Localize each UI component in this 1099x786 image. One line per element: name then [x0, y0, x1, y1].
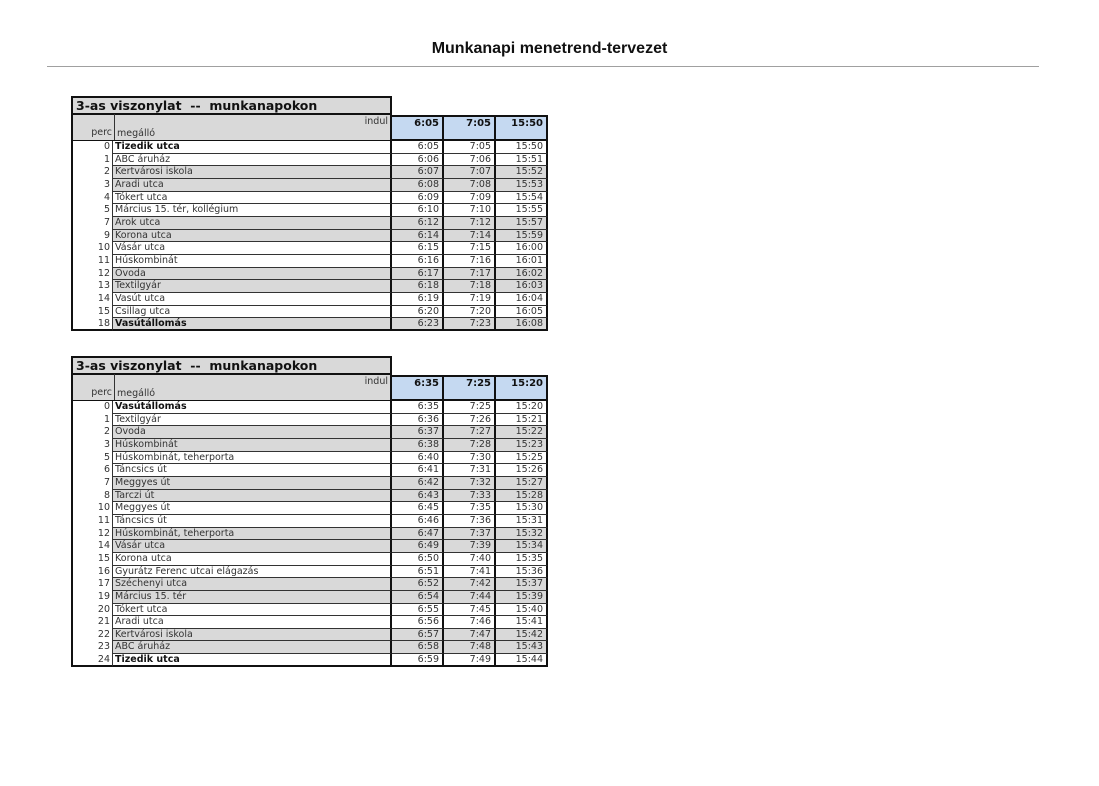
- timetable-header: [71, 115, 548, 141]
- departure-header: 7:25: [444, 375, 496, 401]
- time-cell: 6:43: [392, 490, 444, 503]
- time-cell: 15:43: [496, 641, 548, 654]
- perc-cell: 15: [71, 553, 113, 566]
- time-cell: 6:10: [392, 204, 444, 217]
- time-cell: 7:45: [444, 604, 496, 617]
- stop-name-cell: Széchenyi utca: [113, 578, 392, 591]
- stop-name-cell: Vasút utca: [113, 293, 392, 306]
- perc-cell: 10: [71, 242, 113, 255]
- time-cell: 7:31: [444, 464, 496, 477]
- stop-name-cell: Textilgyár: [113, 414, 392, 427]
- stop-header: megálló: [117, 128, 156, 139]
- time-cell: 6:40: [392, 452, 444, 465]
- stop-name-cell: Aradi utca: [113, 616, 392, 629]
- perc-cell: 1: [71, 414, 113, 427]
- table-row: [71, 566, 548, 579]
- stop-name-cell: Kertvárosi iskola: [113, 166, 392, 179]
- indul-header: indul: [364, 116, 388, 127]
- time-cell: 6:20: [392, 306, 444, 319]
- time-cell: 7:36: [444, 515, 496, 528]
- perc-cell: 7: [71, 477, 113, 490]
- stop-name-cell: Vasútállomás: [113, 401, 392, 414]
- table-row: [71, 490, 548, 503]
- table-row: [71, 502, 548, 515]
- table-row: [71, 616, 548, 629]
- time-cell: 15:54: [496, 192, 548, 205]
- time-cell: 7:18: [444, 280, 496, 293]
- perc-cell: 4: [71, 192, 113, 205]
- time-cell: 7:49: [444, 654, 496, 667]
- time-cell: 16:08: [496, 318, 548, 331]
- time-cell: 6:45: [392, 502, 444, 515]
- time-cell: 6:50: [392, 553, 444, 566]
- time-cell: 7:47: [444, 629, 496, 642]
- stop-name-cell: ABC áruház: [113, 641, 392, 654]
- time-cell: 6:46: [392, 515, 444, 528]
- perc-cell: 3: [71, 179, 113, 192]
- time-cell: 7:08: [444, 179, 496, 192]
- departure-header: 15:50: [496, 115, 548, 141]
- stop-name-cell: Korona utca: [113, 553, 392, 566]
- table-row: [71, 604, 548, 617]
- time-cell: 7:10: [444, 204, 496, 217]
- time-cell: 6:55: [392, 604, 444, 617]
- time-cell: 6:47: [392, 528, 444, 541]
- perc-cell: 11: [71, 255, 113, 268]
- time-cell: 15:25: [496, 452, 548, 465]
- time-cell: 15:53: [496, 179, 548, 192]
- perc-cell: 22: [71, 629, 113, 642]
- stop-name-cell: Tarczi út: [113, 490, 392, 503]
- time-cell: 7:14: [444, 230, 496, 243]
- perc-cell: 16: [71, 566, 113, 579]
- time-cell: 15:59: [496, 230, 548, 243]
- time-cell: 7:16: [444, 255, 496, 268]
- timetable-header: [71, 375, 548, 401]
- perc-cell: 24: [71, 654, 113, 667]
- stop-name-cell: Tókert utca: [113, 192, 392, 205]
- time-cell: 6:41: [392, 464, 444, 477]
- time-cell: 7:12: [444, 217, 496, 230]
- stop-name-cell: Óvoda: [113, 268, 392, 281]
- perc-cell: 1: [71, 154, 113, 167]
- table-row: [71, 528, 548, 541]
- time-cell: 6:17: [392, 268, 444, 281]
- stop-name-cell: Csillag utca: [113, 306, 392, 319]
- table-row: [71, 154, 548, 167]
- time-cell: 7:33: [444, 490, 496, 503]
- time-cell: 6:49: [392, 540, 444, 553]
- table-row: [71, 255, 548, 268]
- time-cell: 15:36: [496, 566, 548, 579]
- time-cell: 7:25: [444, 401, 496, 414]
- time-cell: 15:23: [496, 439, 548, 452]
- time-cell: 6:07: [392, 166, 444, 179]
- perc-cell: 12: [71, 268, 113, 281]
- table-row: [71, 515, 548, 528]
- table-row: [71, 230, 548, 243]
- perc-cell: 9: [71, 230, 113, 243]
- time-cell: 7:23: [444, 318, 496, 331]
- table-row: [71, 591, 548, 604]
- perc-cell: 19: [71, 591, 113, 604]
- time-cell: 6:08: [392, 179, 444, 192]
- table-row: [71, 179, 548, 192]
- stop-name-cell: Táncsics út: [113, 515, 392, 528]
- stop-name-cell: Aradi utca: [113, 179, 392, 192]
- table-row: [71, 629, 548, 642]
- table-row: [71, 192, 548, 205]
- time-cell: 6:57: [392, 629, 444, 642]
- time-cell: 7:19: [444, 293, 496, 306]
- time-cell: 6:42: [392, 477, 444, 490]
- time-cell: 7:06: [444, 154, 496, 167]
- time-cell: 7:15: [444, 242, 496, 255]
- time-cell: 6:06: [392, 154, 444, 167]
- table-row: [71, 540, 548, 553]
- time-cell: 6:52: [392, 578, 444, 591]
- time-cell: 15:30: [496, 502, 548, 515]
- time-cell: 7:48: [444, 641, 496, 654]
- time-cell: 16:04: [496, 293, 548, 306]
- time-cell: 6:37: [392, 426, 444, 439]
- perc-cell: 5: [71, 204, 113, 217]
- table-row: [71, 242, 548, 255]
- timetable-outbound: [71, 96, 548, 333]
- time-cell: 15:50: [496, 141, 548, 154]
- stop-name-cell: Tizedik utca: [113, 141, 392, 154]
- time-cell: 7:09: [444, 192, 496, 205]
- stop-name-cell: Korona utca: [113, 230, 392, 243]
- departure-header: 7:05: [444, 115, 496, 141]
- perc-header: perc: [73, 374, 115, 400]
- time-cell: 7:27: [444, 426, 496, 439]
- time-cell: 15:31: [496, 515, 548, 528]
- stop-name-cell: Vasútállomás: [113, 318, 392, 331]
- perc-cell: 15: [71, 306, 113, 319]
- stop-header: megálló: [117, 388, 156, 399]
- perc-cell: 5: [71, 452, 113, 465]
- time-cell: 16:05: [496, 306, 548, 319]
- time-cell: 15:37: [496, 578, 548, 591]
- time-cell: 6:36: [392, 414, 444, 427]
- time-cell: 6:59: [392, 654, 444, 667]
- time-cell: 7:35: [444, 502, 496, 515]
- table-row: [71, 641, 548, 654]
- table-row: [71, 477, 548, 490]
- table-row: [71, 553, 548, 566]
- departure-header: 6:35: [392, 375, 444, 401]
- time-cell: 7:42: [444, 578, 496, 591]
- perc-cell: 23: [71, 641, 113, 654]
- stop-name-cell: Húskombinát: [113, 255, 392, 268]
- time-cell: 15:41: [496, 616, 548, 629]
- document-title: Munkanapi menetrend-tervezet: [431, 40, 668, 57]
- stop-name-cell: Gyurátz Ferenc utcai elágazás: [113, 566, 392, 579]
- table-row: [71, 426, 548, 439]
- table-row: [71, 217, 548, 230]
- time-cell: 15:26: [496, 464, 548, 477]
- stop-name-cell: Március 15. tér: [113, 591, 392, 604]
- stop-name-cell: Meggyes út: [113, 477, 392, 490]
- timetable-return: [71, 356, 548, 668]
- perc-cell: 20: [71, 604, 113, 617]
- time-cell: 6:19: [392, 293, 444, 306]
- time-cell: 7:28: [444, 439, 496, 452]
- time-cell: 15:22: [496, 426, 548, 439]
- perc-cell: 17: [71, 578, 113, 591]
- perc-cell: 21: [71, 616, 113, 629]
- time-cell: 15:35: [496, 553, 548, 566]
- time-cell: 7:26: [444, 414, 496, 427]
- perc-cell: 0: [71, 141, 113, 154]
- time-cell: 15:42: [496, 629, 548, 642]
- time-cell: 6:54: [392, 591, 444, 604]
- time-cell: 6:58: [392, 641, 444, 654]
- timetable-title: 3-as viszonylat -- munkanapokon: [71, 356, 392, 375]
- perc-cell: 0: [71, 401, 113, 414]
- timetable-body: [71, 401, 548, 667]
- stop-name-cell: Meggyes út: [113, 502, 392, 515]
- table-row: [71, 654, 548, 667]
- stop-name-cell: Tókert utca: [113, 604, 392, 617]
- time-cell: 6:12: [392, 217, 444, 230]
- timetable-body: [71, 141, 548, 331]
- stop-name-cell: Március 15. tér, kollégium: [113, 204, 392, 217]
- time-cell: 6:51: [392, 566, 444, 579]
- table-row: [71, 306, 548, 319]
- perc-cell: 12: [71, 528, 113, 541]
- time-cell: 16:01: [496, 255, 548, 268]
- perc-cell: 14: [71, 540, 113, 553]
- time-cell: 6:16: [392, 255, 444, 268]
- time-cell: 7:07: [444, 166, 496, 179]
- stop-name-cell: ABC áruház: [113, 154, 392, 167]
- time-cell: 6:23: [392, 318, 444, 331]
- timetable-title: 3-as viszonylat -- munkanapokon: [71, 96, 392, 115]
- header-label-cell: [71, 115, 392, 141]
- stop-name-cell: Táncsics út: [113, 464, 392, 477]
- time-cell: 15:44: [496, 654, 548, 667]
- header-label-cell: [71, 375, 392, 401]
- time-cell: 6:05: [392, 141, 444, 154]
- time-cell: 6:56: [392, 616, 444, 629]
- departure-header: 15:20: [496, 375, 548, 401]
- time-cell: 15:21: [496, 414, 548, 427]
- time-cell: 7:05: [444, 141, 496, 154]
- table-row: [71, 439, 548, 452]
- time-cell: 7:37: [444, 528, 496, 541]
- stop-name-cell: Óvoda: [113, 426, 392, 439]
- time-cell: 7:46: [444, 616, 496, 629]
- table-row: [71, 204, 548, 217]
- time-cell: 6:18: [392, 280, 444, 293]
- perc-cell: 18: [71, 318, 113, 331]
- table-row: [71, 166, 548, 179]
- time-cell: 7:20: [444, 306, 496, 319]
- table-row: [71, 414, 548, 427]
- time-cell: 15:32: [496, 528, 548, 541]
- time-cell: 6:14: [392, 230, 444, 243]
- time-cell: 15:57: [496, 217, 548, 230]
- stop-name-cell: Húskombinát: [113, 439, 392, 452]
- time-cell: 6:35: [392, 401, 444, 414]
- perc-cell: 2: [71, 166, 113, 179]
- time-cell: 7:39: [444, 540, 496, 553]
- indul-header: indul: [364, 376, 388, 387]
- time-cell: 15:28: [496, 490, 548, 503]
- time-cell: 6:09: [392, 192, 444, 205]
- table-row: [71, 452, 548, 465]
- table-row: [71, 464, 548, 477]
- time-cell: 7:17: [444, 268, 496, 281]
- time-cell: 7:32: [444, 477, 496, 490]
- table-row: [71, 268, 548, 281]
- time-cell: 15:52: [496, 166, 548, 179]
- perc-cell: 8: [71, 490, 113, 503]
- time-cell: 7:44: [444, 591, 496, 604]
- time-cell: 7:41: [444, 566, 496, 579]
- stop-name-cell: Árok utca: [113, 217, 392, 230]
- perc-cell: 10: [71, 502, 113, 515]
- time-cell: 16:03: [496, 280, 548, 293]
- time-cell: 15:39: [496, 591, 548, 604]
- table-row: [71, 141, 548, 154]
- time-cell: 7:30: [444, 452, 496, 465]
- perc-cell: 11: [71, 515, 113, 528]
- time-cell: 15:34: [496, 540, 548, 553]
- stop-name-cell: Vásár utca: [113, 242, 392, 255]
- perc-cell: 3: [71, 439, 113, 452]
- time-cell: 16:02: [496, 268, 548, 281]
- perc-cell: 14: [71, 293, 113, 306]
- perc-cell: 7: [71, 217, 113, 230]
- title-divider: [47, 66, 1039, 67]
- table-row: [71, 318, 548, 331]
- stop-name-cell: Húskombinát, teherporta: [113, 452, 392, 465]
- time-cell: 15:20: [496, 401, 548, 414]
- perc-cell: 13: [71, 280, 113, 293]
- time-cell: 6:15: [392, 242, 444, 255]
- stop-name-cell: Húskombinát, teherporta: [113, 528, 392, 541]
- departure-header: 6:05: [392, 115, 444, 141]
- time-cell: 6:38: [392, 439, 444, 452]
- time-cell: 15:55: [496, 204, 548, 217]
- perc-cell: 2: [71, 426, 113, 439]
- stop-name-cell: Tizedik utca: [113, 654, 392, 667]
- stop-name-cell: Textilgyár: [113, 280, 392, 293]
- perc-cell: 6: [71, 464, 113, 477]
- time-cell: 15:51: [496, 154, 548, 167]
- time-cell: 15:27: [496, 477, 548, 490]
- table-row: [71, 293, 548, 306]
- stop-name-cell: Kertvárosi iskola: [113, 629, 392, 642]
- table-row: [71, 280, 548, 293]
- perc-header: perc: [73, 114, 115, 140]
- time-cell: 16:00: [496, 242, 548, 255]
- stop-name-cell: Vásár utca: [113, 540, 392, 553]
- table-row: [71, 401, 548, 414]
- time-cell: 7:40: [444, 553, 496, 566]
- time-cell: 15:40: [496, 604, 548, 617]
- table-row: [71, 578, 548, 591]
